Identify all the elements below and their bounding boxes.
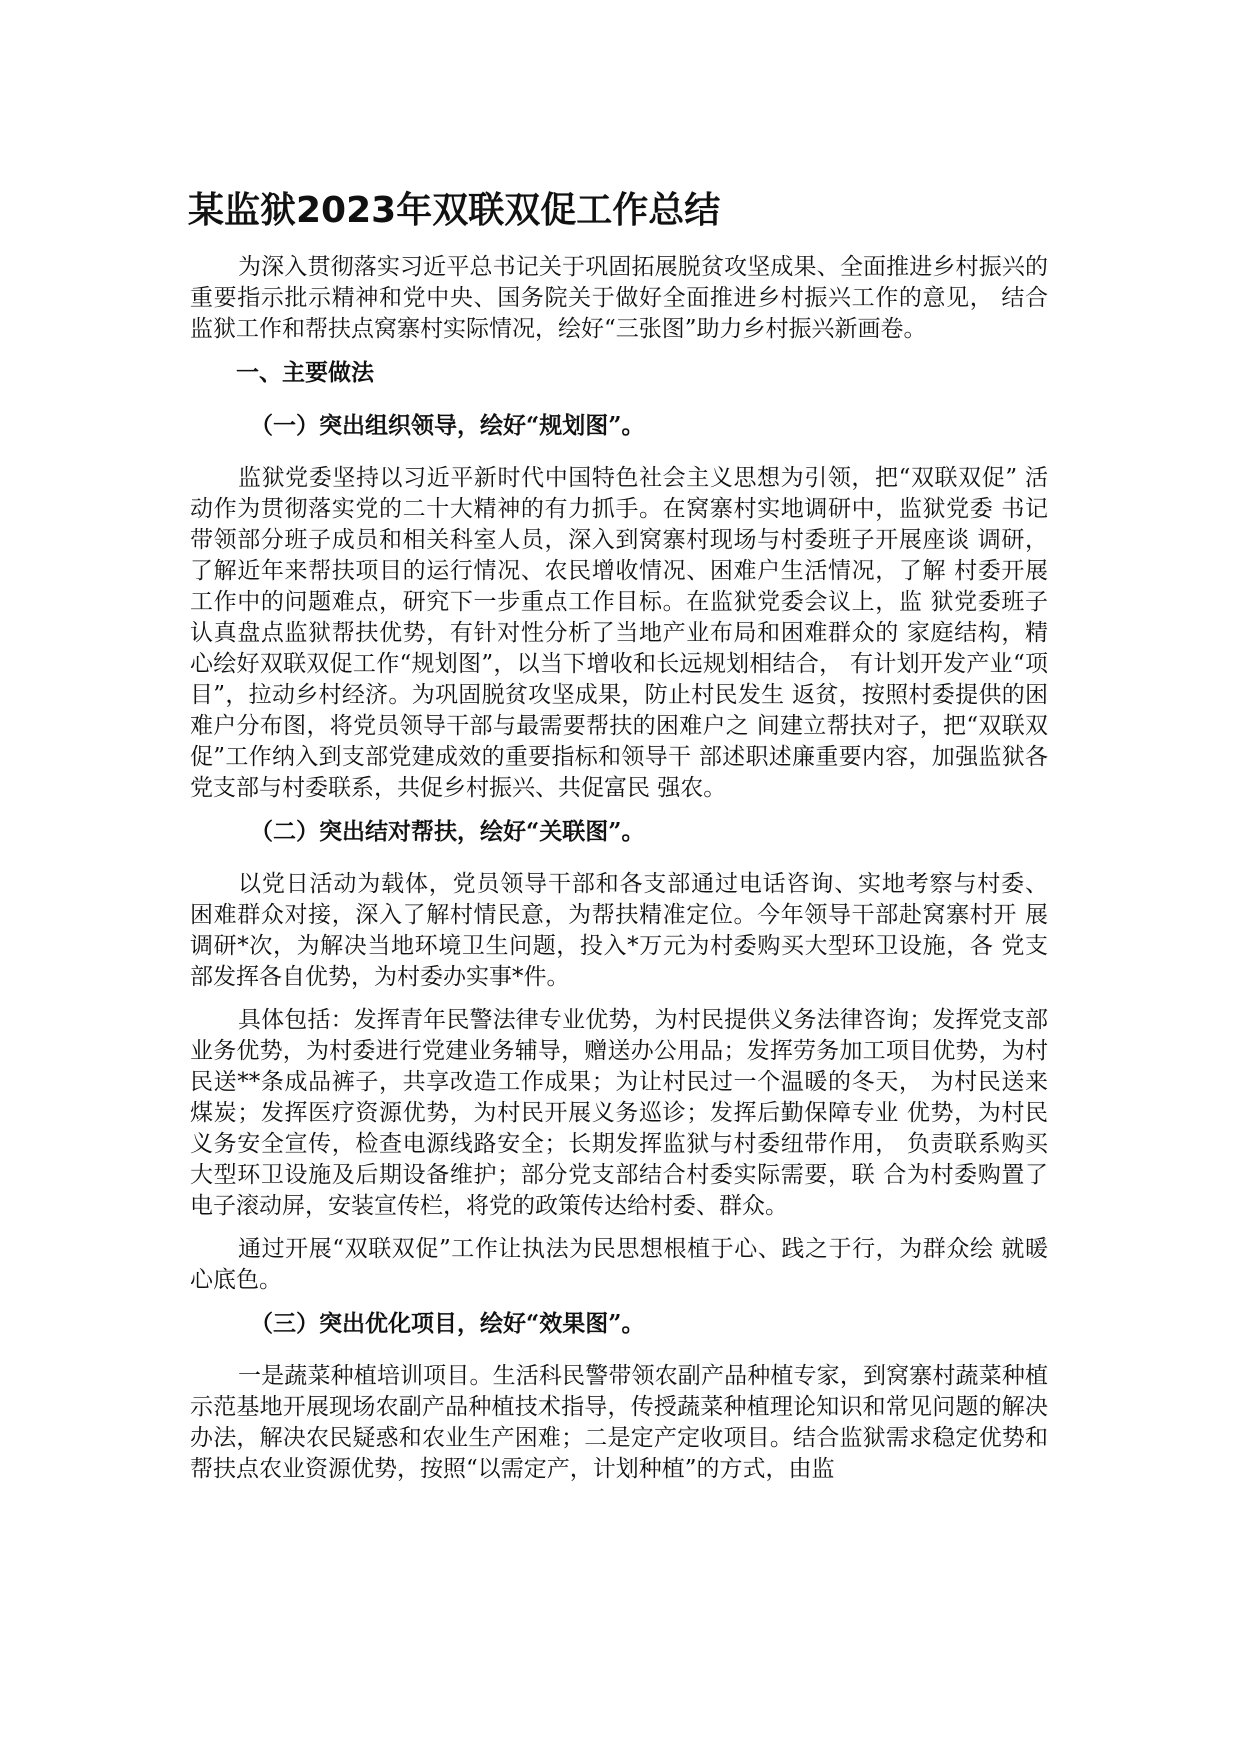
intro-paragraph: 为深入贯彻落实习近平总书记关于巩固拓展脱贫攻坚成果、全面推进乡村振兴的重要指示批示精神和党中央、国务院关于做好全面推进乡村振兴工作的意见， 结合监狱工作和帮扶点窝寨村实际情况，绘好“三张图”助力乡村振兴新画卷。 — [190, 254, 1048, 342]
paragraph-pairing-3: 通过开展“双联双促”工作让执法为民思想根植于心、践之于行，为群众绘 就暖心底色。 — [190, 1236, 1048, 1293]
document-body — [190, 252, 1048, 1497]
subsection-heading-planning: （一）突出组织领导，绘好“规划图”。 — [250, 412, 645, 439]
paragraph-projects: 一是蔬菜种植培训项目。生活科民警带领农副产品种植专家，到窝寨村蔬菜种植示范基地开展现场农副产品种植技术指导，传授蔬菜种植理论知识和常见问题的解决办法，解决农民疑惑和农业生产困难；二是定产定收项目。结合监狱需求稳定优势和帮扶点农业资源优势，按照“以需定产，计划种植”的方式，由监 — [190, 1363, 1048, 1482]
document-title: 某监狱2023年双联双促工作总结 — [188, 190, 721, 231]
paragraph-pairing-1: 以党日活动为载体，党员领导干部和各支部通过电话咨询、实地考察与村委、 困难群众对接，深入了解村情民意，为帮扶精准定位。今年领导干部赴窝寨村开 展调研*次，为解决当地环境卫生问题，投入*万元为村委购买大型环卫设施，各 党支部发挥各自优势，为村委办实事*件。 — [190, 871, 1048, 990]
subsection-heading-pairing: （二）突出结对帮扶，绘好“关联图”。 — [250, 818, 645, 845]
paragraph-pairing-2: 具体包括：发挥青年民警法律专业优势，为村民提供义务法律咨询；发挥党支部业务优势，为村委进行党建业务辅导，赠送办公用品；发挥劳务加工项目优势，为村民送**条成品裤子，共享改造工作成果；为让村民过一个温暖的冬天， 为村民送来煤炭；发挥医疗资源优势，为村民开展义务巡诊；发挥后勤保障专业 优势，为村民义务安全宣传，检查电源线路安全；长期发挥监狱与村委纽带作用， 负责联系购买大型环卫设施及后期设备维护；部分党支部结合村委实际需要，联 合为村委购置了电子滚动屏，安装宣传栏，将党的政策传达给村委、群众。 — [190, 1007, 1048, 1219]
section-heading-main-practices: 一、主要做法 — [236, 359, 374, 386]
subsection-heading-projects: （三）突出优化项目，绘好“效果图”。 — [250, 1310, 645, 1337]
paragraph-planning: 监狱党委坚持以习近平新时代中国特色社会主义思想为引领，把“双联双促” 活动作为贯彻落实党的二十大精神的有力抓手。在窝寨村实地调研中，监狱党委 书记带领部分班子成员和相关科室人员，深入到窝寨村现场与村委班子开展座谈 调研，了解近年来帮扶项目的运行情况、农民增收情况、困难户生活情况，了解 村委开展工作中的问题难点，研究下一步重点工作目标。在监狱党委会议上，监 狱党委班子认真盘点监狱帮扶优势，有针对性分析了当地产业布局和困难群众的 家庭结构，精心绘好双联双促工作“规划图”，以当下增收和长远规划相结合， 有计划开发产业“项目”，拉动乡村经济。为巩固脱贫攻坚成果，防止村民发生 返贫，按照村委提供的困难户分布图，将党员领导干部与最需要帮扶的困难户之 间建立帮扶对子，把“双联双促”工作纳入到支部党建成效的重要指标和领导干 部述职述廉重要内容，加强监狱各党支部与村委联系，共促乡村振兴、共促富民 强农。 — [190, 465, 1048, 801]
